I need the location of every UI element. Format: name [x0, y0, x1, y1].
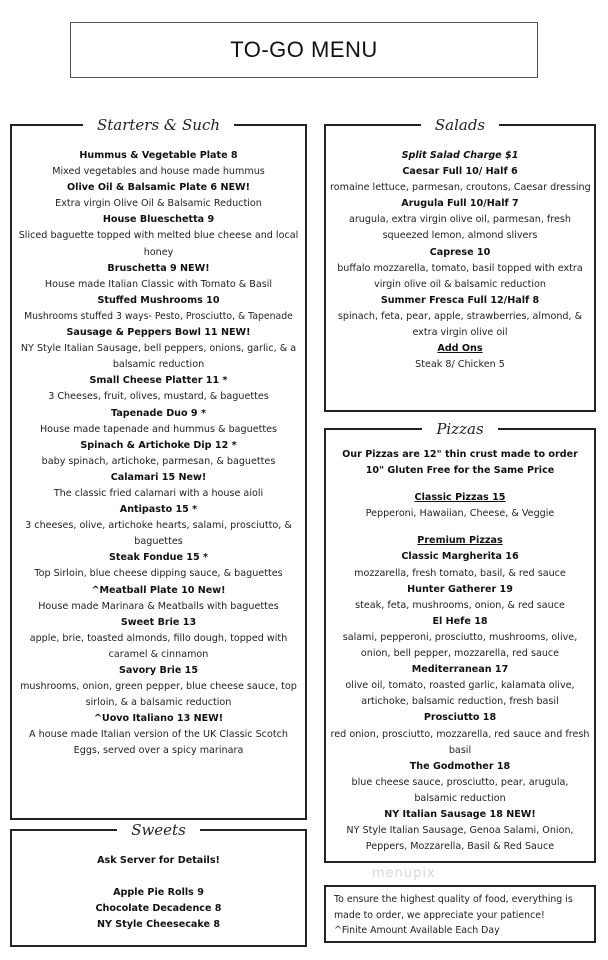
menu-item-desc: House made Marinara & Meatballs with baguettes [38, 600, 279, 612]
add-ons-list: Steak 8/ Chicken 5 [415, 359, 505, 371]
menu-item-desc: red onion, prosciutto, mozzarella, red sauce and fresh basil [330, 728, 590, 756]
menu-item-desc: NY Style Italian Sausage, Genoa Salami, Onion, Peppers, Mozzarella, Basil & Red Sauce [346, 825, 574, 853]
menu-item: Spinach & Artichoke Dip 12 * [80, 439, 237, 451]
title-box [70, 22, 538, 78]
menu-item-desc: Top Sirloin, blue cheese dipping sauce, & baguettes [34, 568, 283, 580]
menu-item-desc: mushrooms, onion, green pepper, blue cheese sauce, top sirloin, & a balsamic reduction [20, 681, 297, 709]
menu-item-desc: The classic fried calamari with a house aioli [53, 487, 264, 499]
menu-item: Calamari 15 New! [110, 471, 207, 483]
ask-server-note: Ask Server for Details! [97, 855, 220, 866]
menu-item: Tapenade Duo 9 * [111, 407, 206, 419]
salads-heading: Salads [421, 116, 499, 134]
menu-item: Summer Fresca Full 12/Half 8 [380, 294, 540, 306]
menu-item: Bruschetta 9 NEW! [107, 262, 210, 274]
menu-item-desc: baby spinach, artichoke, parmesan, & baguettes [41, 455, 276, 467]
menu-item: Antipasto 15 * [119, 504, 198, 516]
menu-item-desc: arugula, extra virgin olive oil, parmesan, fresh squeezed lemon, almond slivers [348, 214, 572, 242]
menu-item-desc: 3 cheeses, olive, artichoke hearts, salami, prosciutto, & baguettes [25, 520, 292, 548]
pizzas-list [330, 447, 590, 855]
menu-item: Classic Margherita 16 [401, 551, 519, 563]
menu-item-desc: A house made Italian version of the UK Classic Scotch Eggs, served over a spicy marinara [29, 729, 288, 757]
pizza-gluten-free-line: 10" Gluten Free for the Same Price [365, 465, 555, 477]
menu-item: Caprese 10 [429, 246, 491, 258]
menu-item-desc: NY Style Italian Sausage, bell peppers, onions, garlic, & a balsamic reduction [20, 343, 297, 371]
menu-item: The Godmother 18 [409, 760, 511, 772]
menu-item-desc: Mushrooms stuffed 3 ways- Pesto, Prosciutto, & Tapenade [24, 310, 293, 322]
pizzas-section [324, 420, 596, 863]
menu-item-desc: apple, brie, toasted almonds, fillo dough, topped with caramel & cinnamon [29, 632, 288, 660]
split-charge-note: Split Salad Charge $1 [401, 150, 519, 161]
starters-heading: Starters & Such [83, 116, 234, 134]
menu-item-desc: buffalo mozzarella, tomato, basil topped with extra virgin olive oil & balsamic reduction [337, 262, 583, 290]
menu-item: Chocolate Decadence 8 [95, 903, 222, 915]
sweets-heading: Sweets [117, 821, 200, 839]
menu-item: House Blueschetta 9 [102, 214, 215, 226]
sweets-section [10, 821, 307, 947]
menu-item-desc: House made tapenade and hummus & baguettes [39, 423, 278, 435]
menu-item: NY Italian Sausage 18 NEW! [384, 808, 536, 820]
menu-item-desc: romaine lettuce, parmesan, croutons, Caesar dressing [330, 182, 591, 194]
starters-list [16, 148, 301, 760]
starters-section [10, 116, 307, 820]
classic-pizzas-list: Pepperoni, Hawaiian, Cheese, & Veggie [365, 508, 555, 520]
pizzas-heading: Pizzas [422, 420, 497, 438]
notice-line: made to order, we appreciate your patience! [334, 909, 545, 921]
menu-item: El Hefe 18 [432, 615, 488, 627]
notice-line: To ensure the highest quality of food, everything is [334, 894, 573, 905]
menu-title: TO-GO MENU [230, 37, 378, 62]
menu-item-desc: Extra virgin Olive Oil & Balsamic Reduction [55, 198, 262, 210]
menu-item: Prosciutto 18 [423, 712, 497, 724]
sweets-list [16, 853, 301, 933]
menu-item: Sweet Brie 13 [120, 616, 197, 628]
notice-line: ^Finite Amount Available Each Day [334, 925, 500, 936]
menu-item: Olive Oil & Balsamic Plate 6 NEW! [67, 182, 250, 194]
menu-item-desc: blue cheese sauce, prosciutto, pear, arugula, balsamic reduction [351, 776, 569, 804]
menu-item-desc: spinach, feta, pear, apple, strawberries, almond, & extra virgin olive oil [337, 310, 583, 339]
premium-pizzas-label: Premium Pizzas [417, 535, 503, 547]
menu-item: Hunter Gatherer 19 [407, 583, 513, 595]
menu-item: Small Cheese Platter 11 * [89, 375, 228, 387]
watermark: menupix [372, 866, 436, 881]
menu-item-desc: 3 Cheeses, fruit, olives, mustard, & baguettes [48, 391, 269, 403]
salads-section [324, 116, 596, 412]
menu-item: Savory Brie 15 [118, 665, 199, 676]
menu-item-desc: Sliced baguette topped with melted blue cheese and local honey [18, 230, 299, 258]
menu-item-desc: House made Italian Classic with Tomato & Basil [44, 278, 273, 290]
menu-item: Apple Pie Rolls 9 [113, 887, 204, 899]
menu-item: NY Style Cheesecake 8 [96, 919, 221, 931]
classic-pizzas-label: Classic Pizzas 15 [414, 492, 506, 504]
menu-item: Mediterranean 17 [411, 664, 509, 676]
menu-item-desc: olive oil, tomato, roasted garlic, kalamata olive, artichoke, balsamic reduction, fresh basil [345, 680, 575, 708]
menu-item: ^Uovo Italiano 13 NEW! [93, 713, 224, 725]
notice-box [324, 885, 596, 943]
salads-list [330, 148, 590, 373]
menu-item: Stuffed Mushrooms 10 [97, 294, 220, 306]
add-ons-label: Add Ons [437, 343, 483, 355]
menu-item: Steak Fondue 15 * [108, 552, 209, 564]
pizza-intro-line: Our Pizzas are 12" thin crust made to order [342, 449, 578, 460]
menu-item: Sausage & Peppers Bowl 11 NEW! [66, 327, 251, 339]
menu-item-desc: mozzarella, fresh tomato, basil, & red sauce [354, 567, 566, 579]
menu-item-desc: salami, pepperoni, prosciutto, mushrooms, olive, onion, bell pepper, mozzarella, red sauce [342, 631, 578, 660]
menu-item-desc: Mixed vegetables and house made hummus [52, 166, 265, 178]
menu-item-desc: steak, feta, mushrooms, onion, & red sauce [355, 599, 565, 611]
menu-item: Arugula Full 10/Half 7 [401, 198, 519, 210]
menu-item: Caesar Full 10/ Half 6 [402, 166, 518, 178]
menu-item: ^Meatball Plate 10 New! [91, 584, 226, 596]
menu-item: Hummus & Vegetable Plate 8 [79, 150, 238, 161]
